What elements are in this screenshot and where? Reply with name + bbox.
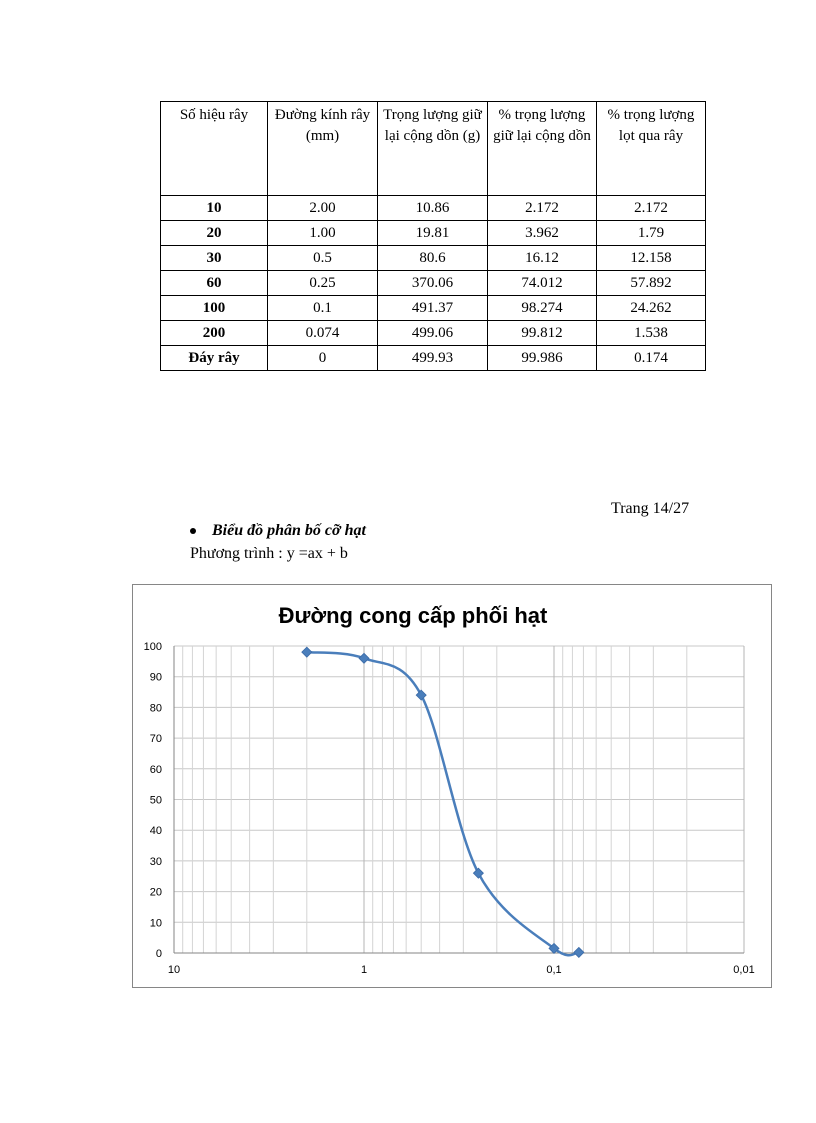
table-row [161, 221, 706, 246]
table-cell: 30 [161, 246, 268, 271]
table-cell: 2.172 [488, 196, 597, 221]
table-cell: 0 [268, 346, 378, 371]
page-number: Trang 14/27 [611, 500, 690, 517]
table-cell: 0.174 [597, 346, 706, 371]
column-header: Trọng lượng giữ lại cộng dồn (g) [378, 102, 488, 196]
y-tick-label: 20 [149, 886, 162, 899]
table-row [161, 271, 706, 296]
table-cell: 491.37 [378, 296, 488, 321]
data-point-marker [416, 690, 426, 700]
y-tick-label: 10 [149, 917, 162, 930]
sieve-analysis-table [160, 101, 706, 371]
y-tick-label: 40 [149, 825, 162, 838]
data-point-marker [302, 647, 312, 657]
series-line [307, 652, 579, 955]
x-tick-label: 0,01 [733, 964, 755, 976]
chart-axes [144, 641, 755, 976]
equation-text: Phương trình : y =ax + b [190, 545, 348, 562]
table-cell: 0.25 [268, 271, 378, 296]
chart-series [302, 647, 584, 957]
table-cell: 370.06 [378, 271, 488, 296]
table-cell: Đáy rây [161, 346, 268, 371]
bullet-icon [190, 528, 196, 534]
table-row [161, 346, 706, 371]
table-row [161, 246, 706, 271]
table-cell: 16.12 [488, 246, 597, 271]
y-tick-label: 50 [149, 794, 162, 807]
y-tick-label: 90 [149, 671, 162, 684]
column-header: % trọng lượng lọt qua rây [597, 102, 706, 196]
table-cell: 1.538 [597, 321, 706, 346]
table-row [161, 321, 706, 346]
table-cell: 99.986 [488, 346, 597, 371]
table-cell: 499.93 [378, 346, 488, 371]
table-cell: 499.06 [378, 321, 488, 346]
y-tick-label: 0 [155, 948, 162, 960]
table-cell: 98.274 [488, 296, 597, 321]
table-cell: 57.892 [597, 271, 706, 296]
section-heading-line [192, 522, 366, 540]
table-cell: 20 [161, 221, 268, 246]
column-header: Số hiệu rây [161, 102, 268, 196]
data-point-marker [574, 947, 584, 957]
table-row [161, 196, 706, 221]
table-cell: 2.00 [268, 196, 378, 221]
table-cell: 0.1 [268, 296, 378, 321]
column-header: % trọng lượng giữ lại cộng dồn [488, 102, 597, 196]
table-cell: 10.86 [378, 196, 488, 221]
column-header: Đường kính rây (mm) [268, 102, 378, 196]
y-tick-label: 70 [149, 733, 162, 746]
table-cell: 12.158 [597, 246, 706, 271]
y-tick-label: 30 [149, 855, 162, 868]
data-point-marker [359, 653, 369, 663]
table-cell: 10 [161, 196, 268, 221]
table-cell: 3.962 [488, 221, 597, 246]
table-cell: 19.81 [378, 221, 488, 246]
table-row [161, 296, 706, 321]
grain-size-chart [132, 584, 772, 988]
table-cell: 24.262 [597, 296, 706, 321]
chart-canvas [133, 585, 771, 987]
y-tick-label: 80 [149, 702, 162, 715]
table-cell: 99.812 [488, 321, 597, 346]
table-cell: 200 [161, 321, 268, 346]
section-heading: Biểu đồ phân bố cỡ hạt [212, 522, 366, 539]
x-tick-label: 10 [167, 964, 181, 976]
data-point-marker [473, 868, 483, 878]
chart-grid [174, 646, 744, 953]
table-cell: 2.172 [597, 196, 706, 221]
y-tick-label: 100 [143, 641, 162, 653]
table-cell: 1.79 [597, 221, 706, 246]
x-tick-label: 0,1 [546, 964, 562, 976]
table-cell: 0.074 [268, 321, 378, 346]
table-cell: 60 [161, 271, 268, 296]
table-cell: 80.6 [378, 246, 488, 271]
table-cell: 1.00 [268, 221, 378, 246]
table-cell: 74.012 [488, 271, 597, 296]
chart-title: Đường cong cấp phối hạt [278, 603, 548, 628]
y-tick-label: 60 [149, 763, 162, 776]
table-header-row [161, 102, 706, 196]
table-cell: 0.5 [268, 246, 378, 271]
x-tick-label: 1 [360, 964, 368, 976]
table-cell: 100 [161, 296, 268, 321]
